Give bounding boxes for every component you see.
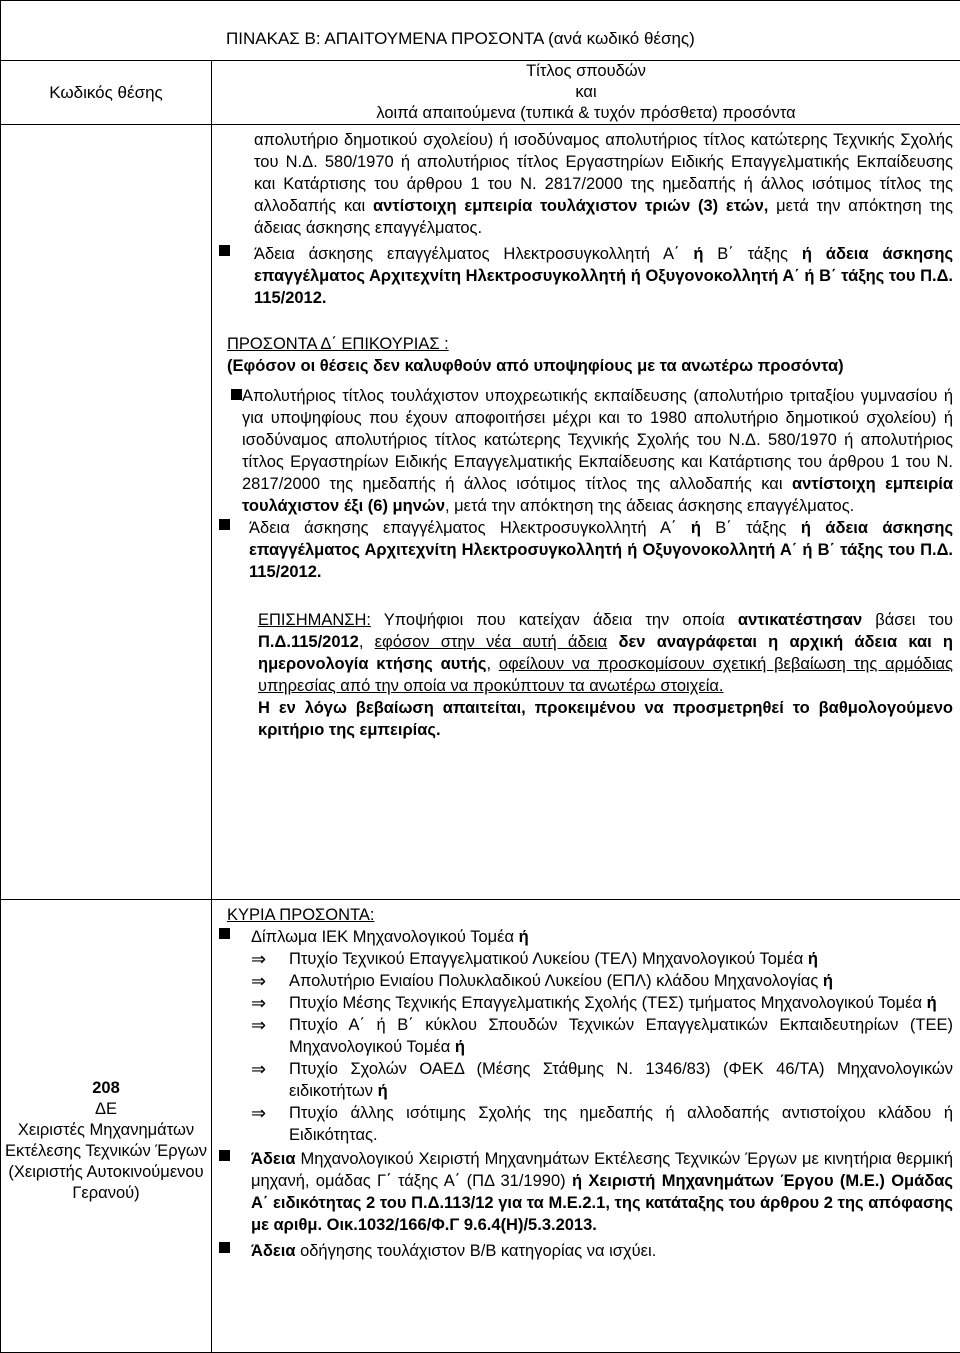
double-arrow-right-icon: ⇒ [251,948,275,970]
block1-p1-tail: μετά την απόκτηση της άδειας άσκησης επαγγέλματος. [254,197,953,237]
header-title-line3: λοιπά απαιτούμενα (τυπικά & τυχόν πρόσθετα) προσόντα [212,103,960,124]
double-arrow-right-icon: ⇒ [251,1014,275,1058]
note-t4: Π.Δ.115/2012 [258,633,359,651]
subitem-label: Πτυχίο Σχολών ΟΑΕΔ (Μέσης Στάθμης Ν. 1346/83) (ΦΕΚ 46/ΤΑ) Μηχανολογικών ειδικοτήτων [289,1060,953,1100]
main-quals-subitem-text [275,948,953,970]
block2-p1-text: Απολυτήριος τίτλος τουλάχιστον υποχρεωτικής εκπαίδευσης (απολυτήριο τριταξίου γυμνασίου ή για υποψηφίους που έχουν αποφοιτήσει μέχρι και το 1980 απολυτήριο δημοτικού σχολείου) ή ισοδύναμος απολυτήριος τίτλος κατώτερης Τεχνικής Σχολής του Ν.Δ. 580/1970 ή απολυτήριος τίτλος Εργαστηρίων Ειδικής Επαγγελματικής Εκπαίδευσης και Κατάρτισης του άρθρου 1 του Ν. 2817/2000 της ημεδαπής ή άλλος ισότιμος τίτλος της αλλοδαπής και [242,387,953,493]
block2-p1-tail: , μετά την απόκτηση της άδειας άσκησης επαγγέλματος. [445,497,854,515]
main-quals-subitem [251,992,953,1014]
header-title-line1: Τίτλος σπουδών [212,61,960,82]
bullet-square-icon [231,389,242,400]
main-quals-subitem-text [275,970,953,992]
bullet-square-icon [219,1150,230,1161]
note-t10: οφείλουν να προσκομίσουν σχετική βεβαίωση της αρμόδιας υπηρεσίας από την οποία να προκύπτουν τα ανωτέρω στοιχεία. [258,655,953,695]
block2-p2-text: Άδεια άσκησης επαγγέλματος Ηλεκτροσυγκολλητή Α΄ [249,519,691,537]
block2-subheading: (Εφόσον οι θέσεις δεν καλυφθούν από υποψηφίους με τα ανωτέρω προσόντα) [219,355,953,377]
block2-p2-or: ή [691,519,701,537]
main-quals-subitem [251,1058,953,1102]
main-quals-subitem-text [275,992,953,1014]
block1-p2-or: ή [693,245,703,263]
note-t1: Υποψήφιοι που κατείχαν άδεια την οποία [371,611,738,629]
main-quals-heading: ΚΥΡΙΑ ΠΡΟΣΟΝΤΑ: [219,904,953,926]
note-block [212,609,953,741]
block1-paragraph1 [254,129,953,239]
main-quals-subitem [251,1014,953,1058]
position-qualifications-cell [212,900,960,1353]
subitem-label: Πτυχίο Α΄ ή Β΄ κύκλου Σπουδών Τεχνικών Επαγγελματικών Εκπαιδευτηρίων (ΤΕΕ) Μηχανολογικού Τομέα [289,1016,953,1056]
main-quals-block [212,904,953,1262]
note-t7 [607,633,618,651]
position-name: Χειριστές Μηχανημάτων Εκτέλεσης Τεχνικών Έργων (Χειριστής Αυτοκινούμενου Γερανού) [1,1120,211,1204]
main-quals-license2 [219,1240,953,1262]
block1-p2-mid: Β΄ τάξης [703,245,801,263]
block2-license-item [219,517,953,583]
block1-license-item [212,243,953,309]
main-quals-subitem-text [275,1102,953,1146]
main-quals-item1 [219,926,953,948]
header-code-label: Κωδικός θέσης [49,83,162,102]
subitem-or: ή [378,1082,388,1100]
continued-qualifications-cell [212,125,960,900]
subitem-or: ή [927,994,937,1012]
main-quals-license1 [219,1148,953,1236]
subitem-label: Πτυχίο Τεχνικού Επαγγελματικού Λυκείου (ΤΕΛ) Μηχανολογικού Τομέα [289,950,808,968]
block1 [212,129,953,309]
lic1-text: Μηχανολογικού Χειριστή Μηχανημάτων Εκτέλεσης Τεχνικών Έργων με κινητήρια θερμική μηχανή, ομάδας Γ΄ τάξης Α΄ (ΠΔ 31/1990) [251,1150,953,1190]
block1-paragraph2 [254,243,953,309]
main-quals-license2-text [251,1240,953,1262]
note-t2: αντικατέστησαν [738,611,862,629]
block2-p2-mid: Β΄ τάξης [701,519,801,537]
header-title-line2: και [212,82,960,103]
block2-heading: ΠΡΟΣΟΝΤΑ Δ΄ ΕΠΙΚΟΥΡΙΑΣ : [219,333,953,355]
main-quals-subitem [251,948,953,970]
block2-p1-bold: αντίστοιχη εμπειρία τουλάχιστον έξι (6) μηνών [242,475,953,515]
table-title: ΠΙΝΑΚΑΣ Β: ΑΠΑΙΤΟΥΜΕΝΑ ΠΡΟΣΟΝΤΑ (ανά κωδικό θέσης) [226,29,695,48]
main-quals-subitem-text [275,1014,953,1058]
double-arrow-right-icon: ⇒ [251,1058,275,1102]
lic2-label: Άδεια [251,1242,295,1260]
block1-p2-bold: ή άδεια άσκησης επαγγέλματος Αρχιτεχνίτη Ηλεκτροσυγκολλητή ή Οξυγονοκολλητή Α΄ ή Β΄ τάξης του Π.Δ. 115/2012. [254,245,953,307]
main-quals-subitems [219,948,953,1146]
position-category: ΔΕ [1,1099,211,1120]
note-label: ΕΠΙΣΗΜΑΝΣΗ: [258,611,371,629]
note-paragraph [258,609,953,697]
main-quals-subitem-text [275,1058,953,1102]
block2 [212,333,953,583]
item1-label: Δίπλωμα ΙΕΚ Μηχανολογικού Τομέα [251,928,519,946]
block2-p2-bold: ή άδεια άσκησης επαγγέλματος Αρχιτεχνίτη Ηλεκτροσυγκολλητή ή Οξυγονοκολλητή Α΄ ή Β΄ τάξης του Π.Δ. 115/2012. [249,519,953,581]
double-arrow-right-icon: ⇒ [251,1102,275,1146]
subitem-label: Πτυχίο Μέσης Τεχνικής Επαγγελματικής Σχολής (ΤΕΣ) τμήματος Μηχανολογικού Τομέα [289,994,927,1012]
subitem-or: ή [808,950,818,968]
double-arrow-right-icon: ⇒ [251,992,275,1014]
block2-paragraph1 [219,385,953,517]
note-t3: βάσει του [862,611,953,629]
main-quals-item1-text [251,926,953,948]
main-quals-subitem [251,970,953,992]
continued-code-cell [1,125,212,900]
header-code-cell [1,61,212,125]
subitem-or: ή [455,1038,465,1056]
note-t9: , [486,655,498,673]
main-quals-license1-text [251,1148,953,1236]
bullet-square-icon [219,245,230,256]
position-code: 208 [1,1078,211,1099]
note-t8: δεν αναγράφεται η αρχική άδεια και η ημερονολογία κτήσης αυτής [258,633,953,673]
block2-paragraph2 [249,517,953,583]
table-title-cell [1,1,960,61]
bullet-square-icon [219,1242,230,1253]
lic1-label: Άδεια [251,1150,295,1168]
note-t5: , [359,633,375,651]
bullet-square-icon [219,519,230,530]
lic2-text: οδήγησης τουλάχιστον Β/Β κατηγορίας να ισχύει. [295,1242,656,1260]
main-quals-subitem [251,1102,953,1146]
bullet-square-icon [219,928,230,939]
block1-p2-text: Άδεια άσκησης επαγγέλματος Ηλεκτροσυγκολλητή Α΄ [254,245,693,263]
note-paragraph2: Η εν λόγω βεβαίωση απαιτείται, προκειμένου να προσμετρηθεί το βαθμολογούμενο κριτήριο της εμπειρίας. [258,697,953,741]
block1-p1-bold: αντίστοιχη εμπειρία τουλάχιστον τριών (3) ετών, [373,197,768,215]
subitem-label: Απολυτήριο Ενιαίου Πολυκλαδικού Λυκείου (ΕΠΛ) κλάδου Μηχανολογίας [289,972,823,990]
position-code-cell [1,900,212,1353]
subitem-or: ή [823,972,833,990]
double-arrow-right-icon: ⇒ [251,970,275,992]
lic1-bold: ή Χειριστή Μηχανημάτων Έργου (Μ.Ε.) Ομάδας Α΄ ειδικότητας 2 του Π.Δ.113/12 για τα Μ.Ε.2.1, της κατάταξης του άρθρου 2 της απόφασης με αριθμ. Οικ.1032/166/Φ.Γ 9.6.4(Η)/5.3.2013. [251,1172,953,1234]
block1-p1-text: απολυτήριο δημοτικού σχολείου) ή ισοδύναμος απολυτήριος τίτλος κατώτερης Τεχνικής Σχολής του Ν.Δ. 580/1970 ή απολυτήριος τίτλος Εργαστηρίων Ειδικής Επαγγελματικής Εκπαίδευσης και Κατάρτισης του άρθρου 1 του Ν. 2817/2000 της ημεδαπής ή άλλος ισότιμος τίτλος της αλλοδαπής και [254,131,953,215]
header-title-cell [212,61,960,125]
subitem-label: Πτυχίο άλλης ισότιμης Σχολής της ημεδαπής ή αλλοδαπής αντιστοίχου κλάδου ή Ειδικότητας. [289,1104,953,1144]
note-t6: εφόσον στην νέα αυτή άδεια [375,633,608,651]
item1-or: ή [519,928,529,946]
